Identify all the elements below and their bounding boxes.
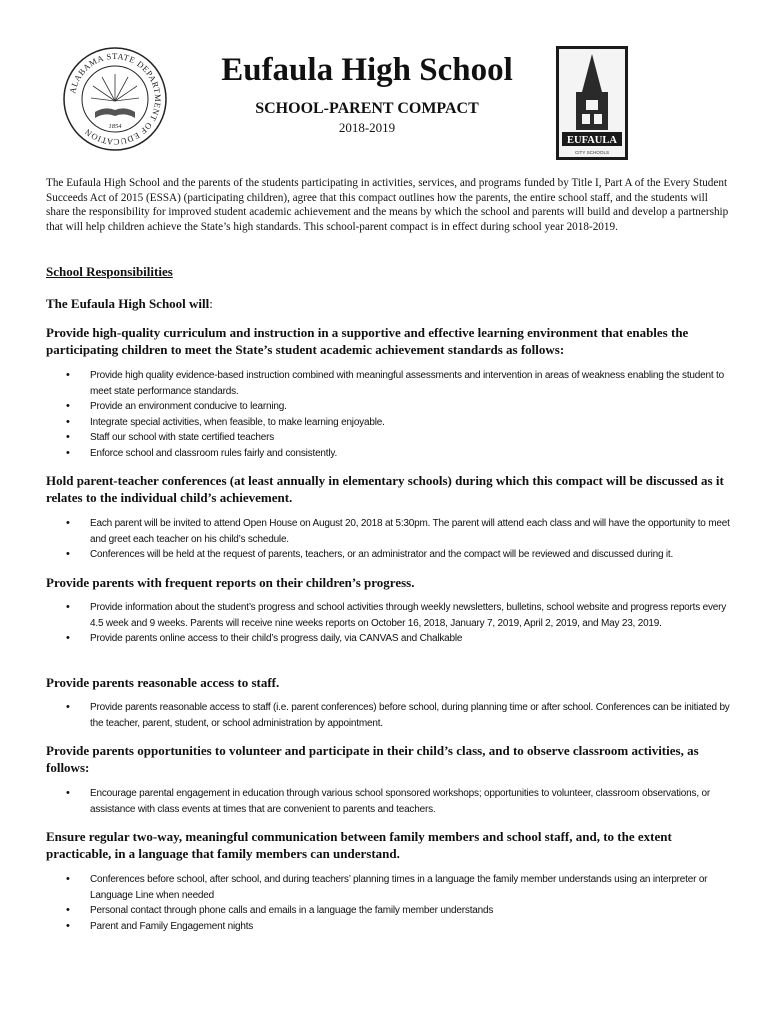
list-item-text: Encourage parental engagement in education through various school sponsored workshops; opportunities to volunteer, classroom observations, or assistance with class events at times that are convenient to parents and teachers.	[90, 788, 710, 815]
section-heading: Hold parent-teacher conferences (at least annually in elementary schools) during which this compact will be discussed as it relates to the individual child’s achievement.	[46, 473, 724, 505]
bullet-icon: •	[66, 446, 70, 459]
bullet-icon: •	[66, 787, 70, 799]
list-item	[46, 700, 730, 731]
bullet-list	[46, 600, 730, 647]
list-item-text: Enforce school and classroom rules fairly and consistently.	[90, 447, 338, 459]
section-heading: Provide parents opportunities to volunteer and participate in their child’s class, and to observe classroom activities, as follows:	[46, 743, 699, 775]
list-item-text: Each parent will be invited to attend Open House on August 20, 2018 at 5:30pm. The parent will attend each class and will have the opportunity to meet and greet each teacher on his child’s schedule.	[90, 518, 730, 545]
section-heading: Provide parents with frequent reports on their children’s progress.	[46, 575, 415, 590]
list-item-text: Integrate special activities, when feasible, to make learning enjoyable.	[90, 416, 385, 428]
list-item	[46, 399, 730, 415]
list-item-text: Parent and Family Engagement nights	[90, 920, 254, 932]
list-item-text: Provide an environment conducive to learning.	[90, 401, 287, 412]
list-item-text: Conferences before school, after school, and during teachers’ planning times in a language the family member understands using an interpreter or Language Line when needed	[90, 874, 708, 901]
section-heading: Provide high-quality curriculum and instruction in a supportive and effective learning environment that enables the participating children to meet the State’s student academic achievement standards as follows:	[46, 325, 689, 357]
list-item	[46, 786, 730, 817]
compact-title: SCHOOL-PARENT COMPACT	[255, 100, 479, 117]
bullet-icon: •	[66, 601, 70, 613]
list-item	[46, 903, 730, 919]
list-item-text: Provide parents reasonable access to staff (i.e. parent conferences) before school, during planning time or after school. Conferences can be initiated by the teacher, parent, student, or school administration by appointment.	[90, 702, 730, 729]
list-item-text: Provide parents online access to their child’s progress daily, via CANVAS and Chalkable	[90, 633, 463, 644]
list-item-text: Provide high quality evidence-based instruction combined with meaningful assessments and intervention in areas of weakness enabling the student to meet state performance standards.	[90, 370, 724, 397]
list-item	[46, 631, 730, 647]
bullet-icon: •	[66, 517, 70, 529]
school-name: Eufaula High School	[221, 52, 513, 88]
list-item-text: Personal contact through phone calls and emails in a language the family member understands	[90, 905, 494, 916]
bullet-icon: •	[66, 701, 70, 713]
will-heading-text: The Eufaula High School will	[46, 296, 210, 311]
bullet-icon: •	[66, 400, 70, 412]
list-item	[46, 430, 730, 446]
bullet-list	[46, 872, 730, 934]
section-heading: Ensure regular two-way, meaningful communication between family members and school staff, and, to the extent practicable, in a language that family members can understand.	[46, 829, 672, 861]
bullet-icon: •	[66, 548, 70, 560]
bullet-icon: •	[66, 632, 70, 644]
bullet-icon: •	[66, 873, 70, 885]
list-item	[46, 600, 730, 631]
logo-subtext: CITY SCHOOLS	[574, 150, 610, 155]
list-item	[46, 516, 730, 547]
list-item-text: Conferences will be held at the request of parents, teachers, or an administrator and the compact will be reviewed and discussed during it.	[90, 549, 674, 560]
list-item	[46, 547, 730, 563]
intro-paragraph: The Eufaula High School and the parents of the students participating in activities, services, and programs funded by Title I, Part A of the Every Student Succeeds Act of 2015 (ESSA) (participating children), agree that this compact outlines how the parents, the entire school staff, and the students will share the responsibility for improved student academic achievement and the means by which the school and parents will build and develop a partnership that will help children achieve the State’s high standards. This school-parent compact is in effect during school year 2018-2019.	[46, 177, 729, 233]
compact-year: 2018-2019	[338, 120, 396, 135]
will-heading-colon: :	[209, 296, 213, 311]
bullet-list	[46, 516, 730, 563]
will-heading	[46, 296, 213, 312]
bullet-list	[46, 368, 730, 461]
bullet-icon: •	[66, 919, 70, 932]
section-heading: Provide parents reasonable access to staff.	[46, 675, 280, 690]
bullet-list	[46, 786, 730, 817]
school-responsibilities-heading: School Responsibilities	[46, 264, 173, 279]
bullet-icon: •	[66, 904, 70, 916]
seal-year: 1854	[108, 123, 122, 130]
seal-text: ALABAMA STATE DEPARTMENT OF EDUCATION	[67, 50, 164, 148]
list-item	[46, 446, 730, 462]
list-item	[46, 415, 730, 431]
list-item	[46, 872, 730, 903]
state-department-seal	[62, 46, 168, 152]
list-item-text: Provide information about the student’s progress and school activities through weekly newsletters, bulletins, school website and progress reports every 4.5 week and 9 weeks. Parents will receive nine weeks reports on October 16, 2018, January 7, 2019, April 2, 2019, and May 23, 2019.	[90, 602, 727, 629]
list-item	[46, 919, 730, 935]
list-item-text: Staff our school with state certified teachers	[90, 432, 275, 443]
bullet-list	[46, 700, 730, 731]
bullet-icon: •	[66, 415, 70, 428]
bullet-icon: •	[66, 431, 70, 443]
bullet-icon: •	[66, 369, 70, 381]
eufaula-city-schools-logo	[556, 46, 628, 160]
logo-text: EUFAULA	[567, 135, 617, 146]
title-block	[198, 42, 536, 168]
list-item	[46, 368, 730, 399]
